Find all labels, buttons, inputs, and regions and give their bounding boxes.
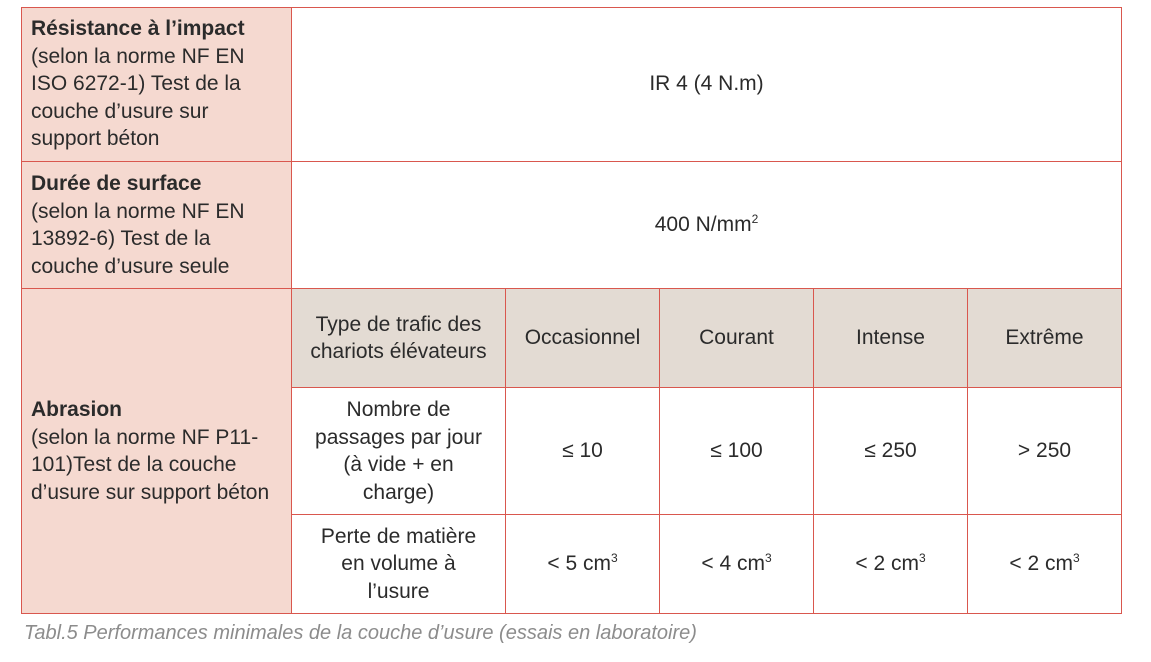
impact-value-cell [292,7,1122,162]
abrasion-title: Abrasion [31,398,123,421]
impact-value: IR 4 (4 N.m) [649,72,764,96]
surface-title: Durée de surface [31,172,202,195]
passages-row-label: Nombre de passages par jour (à vide + en charge) [292,388,506,515]
column-header-intense: Intense [814,289,968,388]
abrasion-desc: (selon la norme NF P11-101)Test de la couche d’usure sur support béton [31,425,270,504]
passages-value-occasionnel: ≤ 10 [506,388,660,515]
perte-value-intense: < 2 $cm^3$ [814,515,968,614]
perte-value-occasionnel: < 5 $cm^3$ [506,515,660,614]
column-header-extreme: Extrême [968,289,1122,388]
traffic-type-header: Type de trafic des chariots élévateurs [292,289,506,388]
perte-value-courant: < 4 $cm^3$ [660,515,814,614]
table-caption: Tabl.5 Performances minimales de la couche d’usure (essais en laboratoire) [24,622,697,644]
passages-value-intense: ≤ 250 [814,388,968,515]
column-header-courant: Courant [660,289,814,388]
surface-label-cell [21,162,292,289]
surface-desc: (selon la norme NF EN 13892-6) Test de la couche d’usure seule [31,199,245,278]
surface-value: 400 $N/mm^2$ [654,212,759,237]
passages-value-courant: ≤ 100 [660,388,814,515]
abrasion-label-cell [21,289,292,614]
impact-title: Résistance à l’impact [31,17,245,40]
column-header-occasionnel: Occasionnel [506,289,660,388]
performance-table [21,7,1122,614]
passages-value-extreme: > 250 [968,388,1122,515]
perte-row-label: Perte de matière en volume à l’usure [292,515,506,614]
perte-value-extreme: < 2 $cm^3$ [968,515,1122,614]
surface-value-cell [292,162,1122,289]
surface-value-exponent: 2 [751,212,759,227]
impact-label-cell [21,7,292,162]
impact-desc: (selon la norme NF EN ISO 6272-1) Test de la couche d’usure sur support béton [31,44,245,150]
